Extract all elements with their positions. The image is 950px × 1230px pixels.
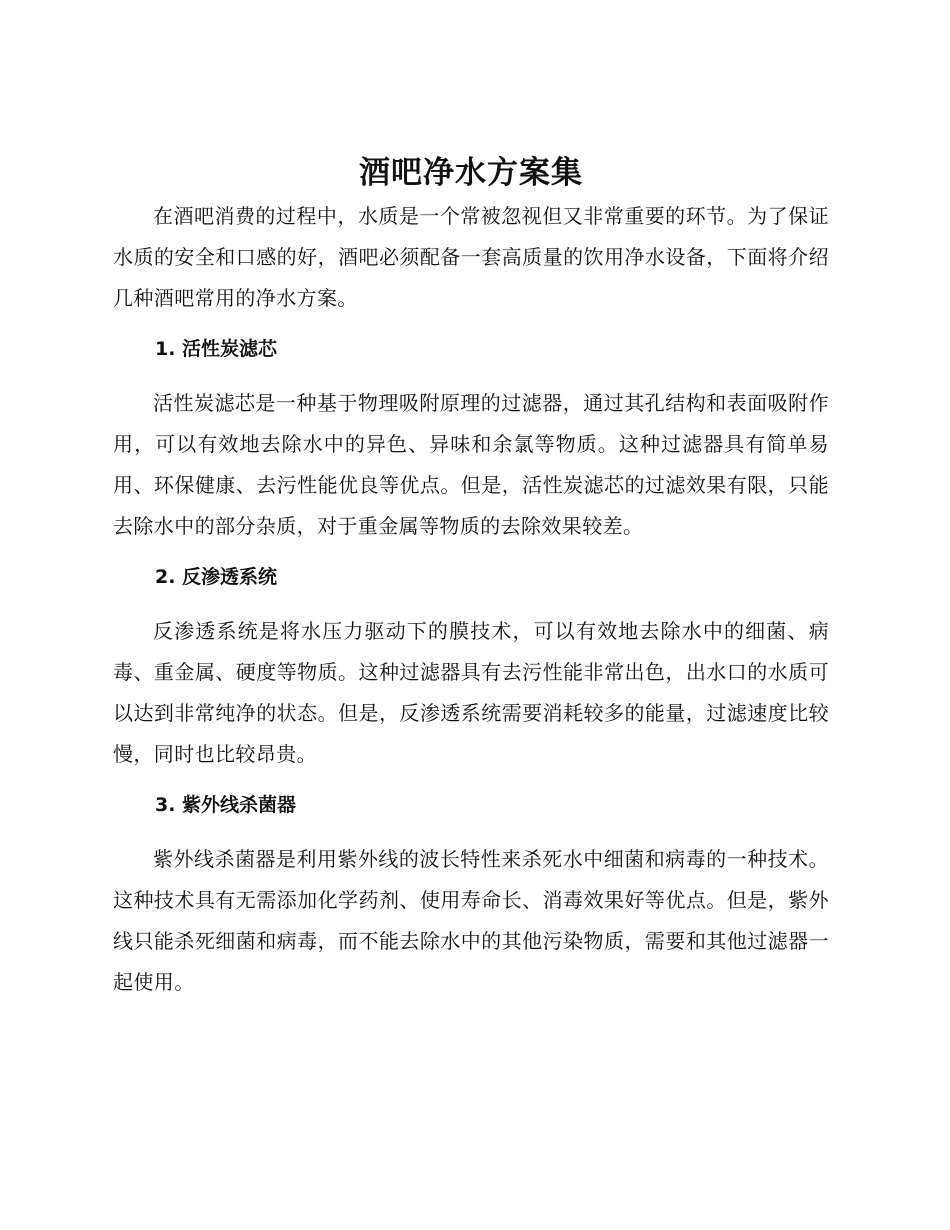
section-heading-reverse-osmosis: 2. 反渗透系统 (155, 566, 278, 588)
section-body-activated-carbon: 活性炭滤芯是一种基于物理吸附原理的过滤器，通过其孔结构和表面吸附作用，可以有效地去除水中的异色、异味和余氯等物质。这种过滤器具有简单易用、环保健康、去污性能优良等优点。但是，活性炭滤芯的过滤效果有限，只能去除水中的部分杂质，对于重金属等物质的去除效果较差。 (113, 391, 829, 538)
document-content (113, 150, 829, 1003)
page-title: 酒吧净水方案集 (359, 155, 583, 191)
section-heading-activated-carbon: 1. 活性炭滤芯 (155, 338, 278, 360)
section-heading-uv-sterilizer: 3. 紫外线杀菌器 (155, 794, 297, 816)
intro-paragraph: 在酒吧消费的过程中，水质是一个常被忽视但又非常重要的环节。为了保证水质的安全和口感的好，酒吧必须配备一套高质量的饮用净水设备，下面将介绍几种酒吧常用的净水方案。 (113, 204, 829, 310)
section-body-uv-sterilizer: 紫外线杀菌器是利用紫外线的波长特性来杀死水中细菌和病毒的一种技术。这种技术具有无需添加化学药剂、使用寿命长、消毒效果好等优点。但是，紫外线只能杀死细菌和病毒，而不能去除水中的其他污染物质，需要和其他过滤器一起使用。 (113, 847, 829, 994)
section-body-reverse-osmosis: 反渗透系统是将水压力驱动下的膜技术，可以有效地去除水中的细菌、病毒、重金属、硬度等物质。这种过滤器具有去污性能非常出色，出水口的水质可以达到非常纯净的状态。但是，反渗透系统需要消耗较多的能量，过滤速度比较慢，同时也比较昂贵。 (113, 619, 829, 766)
